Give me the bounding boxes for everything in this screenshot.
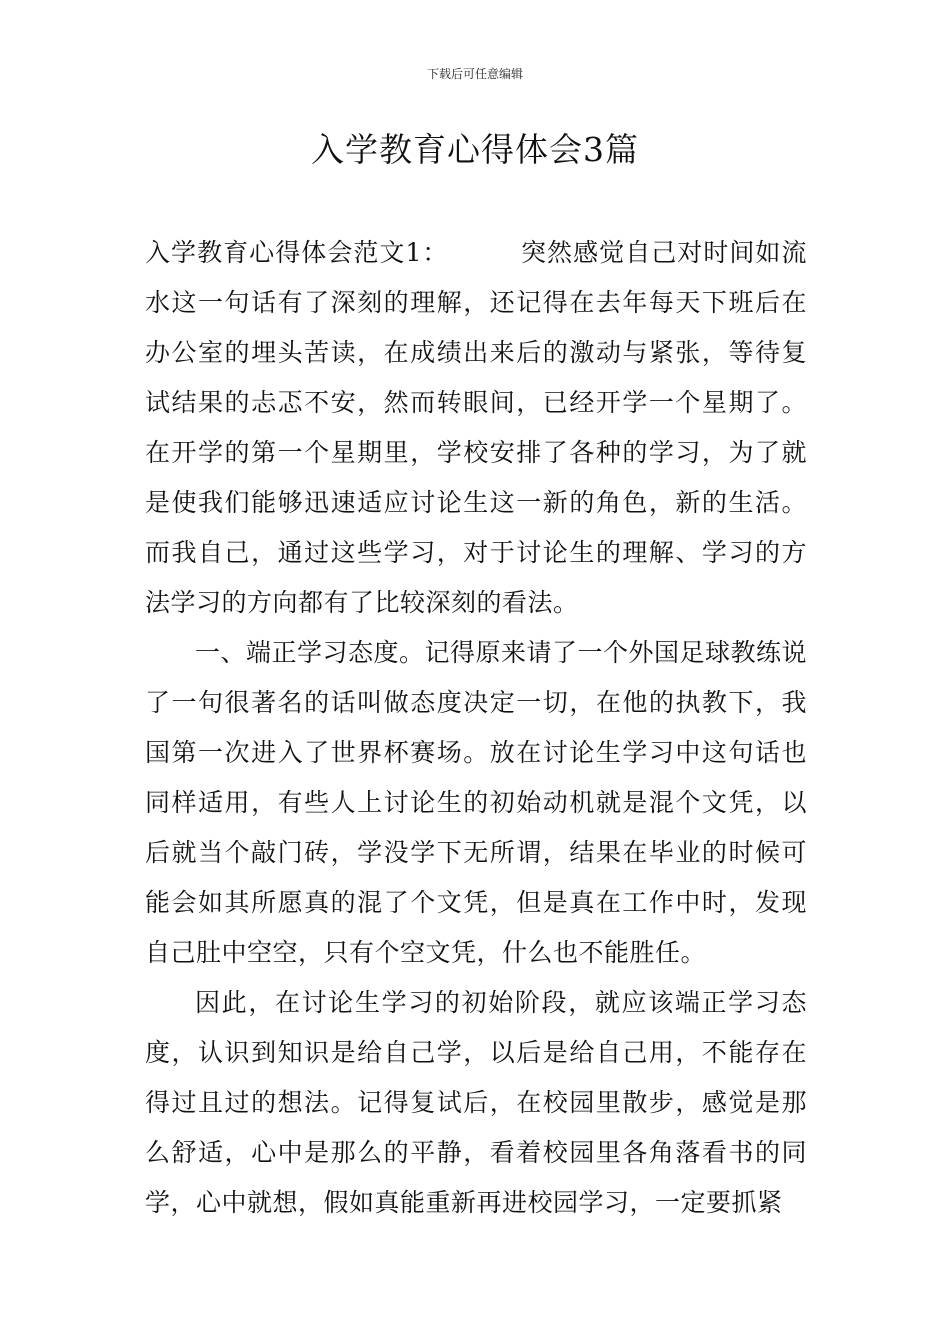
paragraph-attitude: 一、端正学习态度。记得原来请了一个外国足球教练说了一句很著名的话叫做态度决定一切，在他的执教下，我国第一次进入了世界杯赛场。放在讨论生学习中这句话也同样适用，有些人上讨论生的初始动机就是混个文凭，以后就当个敲门砖，学没学下无所谓，结果在毕业的时候可能会如其所愿真的混了个文凭，但是真在工作中时，发现自己肚中空空，只有个空文凭，什么也不能胜任。 xyxy=(145,638,808,967)
intro-label: 入学教育心得体会范文1： xyxy=(145,238,449,267)
document-title: 入学教育心得体会3篇 xyxy=(311,130,639,169)
paragraph-therefore: 因此，在讨论生学习的初始阶段，就应该端正学习态度，认识到知识是给自己学，以后是给自己用，不能存在得过且过的想法。记得复试后，在校园里散步，感觉是那么舒适，心中是那么的平静，看着校园里各角落看书的同学，心中就想，假如真能重新再进校园学习，一定要抓紧 xyxy=(145,988,807,1217)
header-note: 下载后可任意编辑 xyxy=(426,67,523,81)
intro-paragraph xyxy=(145,228,807,628)
document-body xyxy=(145,228,807,1228)
intro-text: 突然感觉自己对时间如流水这一句话有了深刻的理解，还记得在去年每天下班后在办公室的埋头苦读，在成绩出来后的激动与紧张，等待复试结果的忐忑不安，然而转眼间，已经开学一个星期了。在开学的第一个星期里，学校安排了各种的学习，为了就是使我们能够迅速适应讨论生这一新的角色，新的生活。而我自己，通过这些学习，对于讨论生的理解、学习的方法学习的方向都有了比较深刻的看法。 xyxy=(145,238,807,617)
